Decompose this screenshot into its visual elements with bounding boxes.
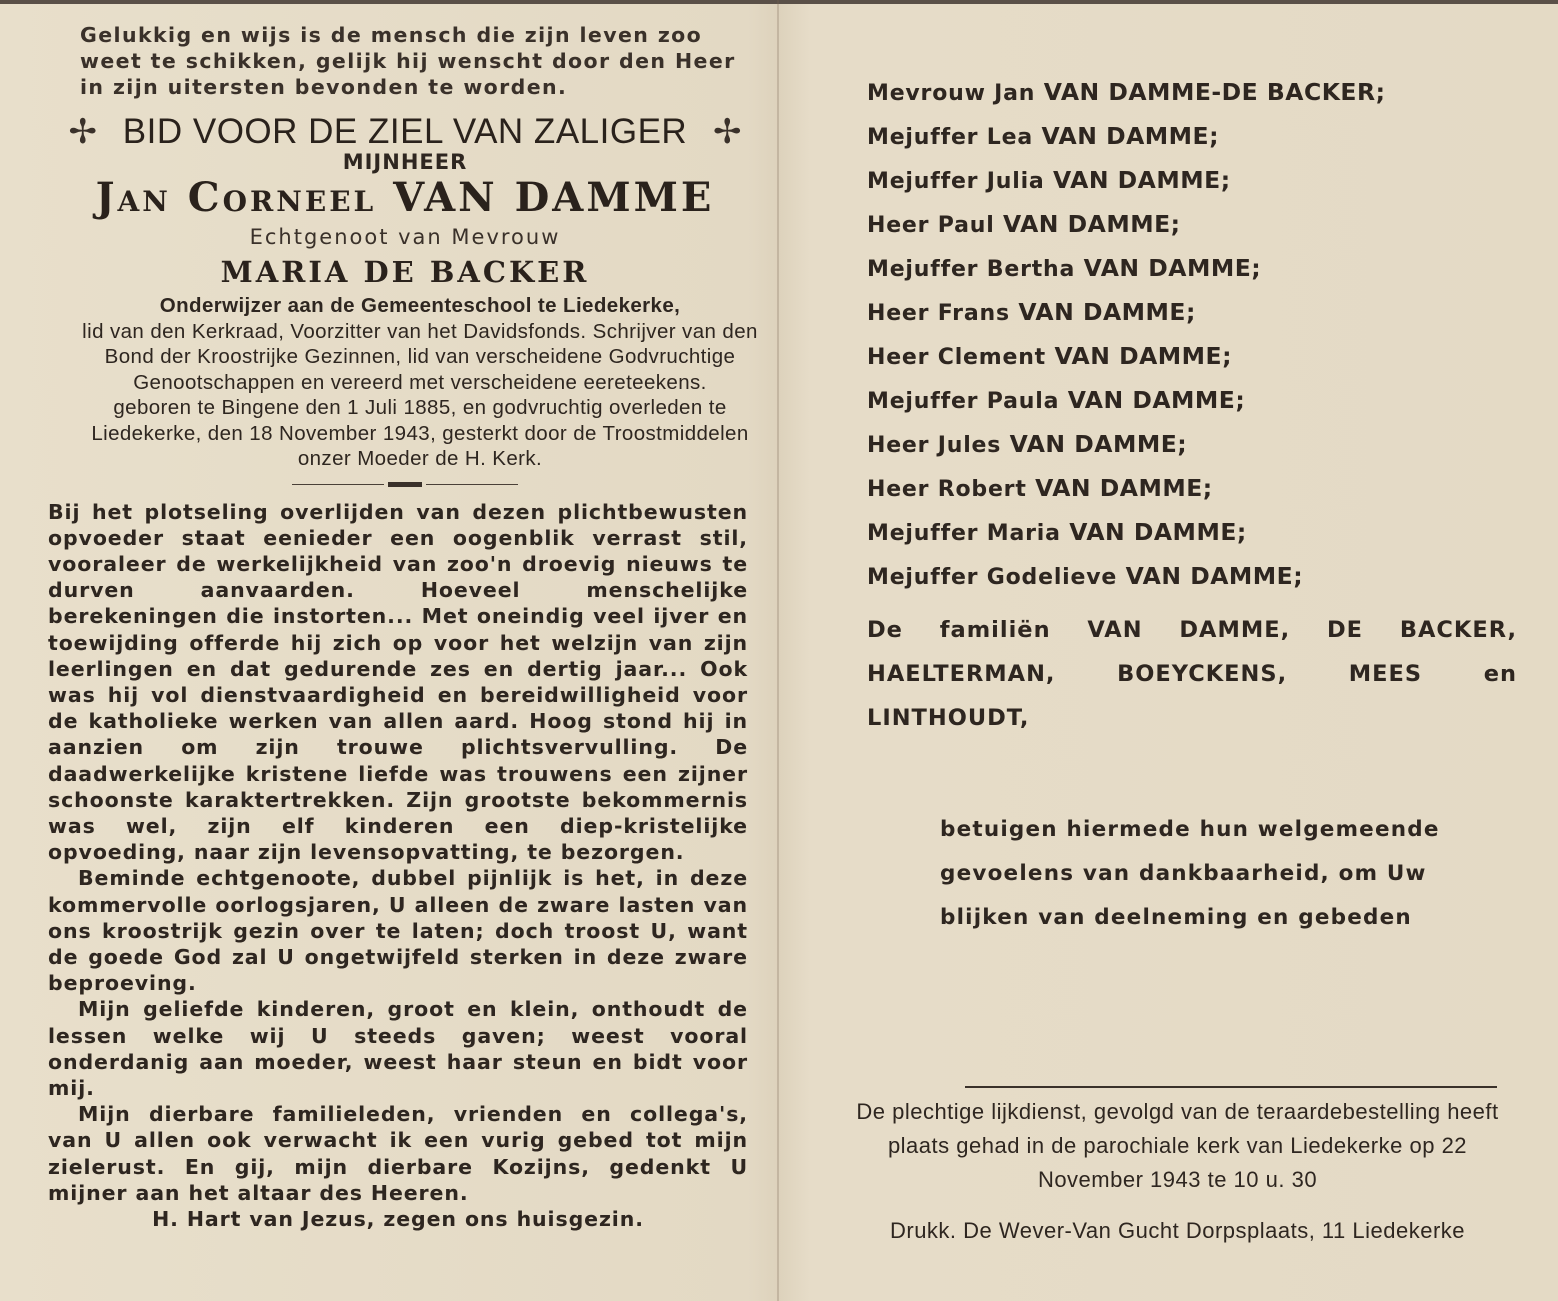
funeral-rule [965, 1086, 1497, 1088]
extended-families: De familiën VAN DAMME, DE BACKER, HAELTERMAN, BOEYCKENS, MEES en LINTHOUDT, [867, 617, 1517, 731]
biography [80, 293, 760, 472]
list-item: Heer Clement VAN DAMME; [867, 342, 1233, 370]
occupation: Onderwijzer aan de Gemeenteschool te Liedekerke, [159, 294, 681, 317]
spouse-intro: Echtgenoot van Mevrouw [249, 225, 561, 249]
left-panel [40, 22, 770, 1232]
center-fold [777, 0, 779, 1301]
printer-credit: Drukk. De Wever-Van Gucht Dorpsplaats, 11 Liedekerke [889, 1218, 1466, 1243]
cross-icon: ✢ [68, 112, 98, 152]
eulogy-paragraph: Bij het plotseling overlijden van dezen plichtbewusten opvoeder staat eenieder een oogenblik verrast stil, vooraleer de werkelijkheid van zoo'n droevig nieuws te durven aanvaarden. Hoeveel menschelijke berekeningen die instorten... Met oneindig veel ijver en toewijding offerde hij zich op voor het welzijn van zijn leerlingen en dat gedurende zes en dertig jaar... Ook was hij vol dienstvaardigheid en bereidwilligheid voor de katholieke werken van allen aard. Hoog stond hij in aanzien om zijn trouwe plichtsvervulling. De daadwerkelijke kristene liefde was trouwens een zijner schoonste karaktertrekken. Zijn grootste bekommernis was wel, zijn elf kinderen een diep-kristelijke opvoeding, naar zijn levensopvatting, te bezorgen. [48, 499, 748, 865]
eulogy [48, 499, 748, 1233]
list-item: Mejuffer Lea VAN DAMME; [867, 122, 1219, 150]
closing-prayer: H. Hart van Jezus, zegen ons huisgezin. [152, 1206, 644, 1231]
list-item: Mejuffer Julia VAN DAMME; [867, 166, 1231, 194]
eulogy-paragraph: Beminde echtgenoote, dubbel pijnlijk is het, in deze kommervolle oorlogsjaren, U alleen de zware lasten van ons kroostrijk gezin over te laten; doch troost U, want de goede God zal U ongetwijfeld sterken in deze zware beproeving. [48, 866, 748, 996]
list-item: Mejuffer Godelieve VAN DAMME; [867, 562, 1304, 590]
birth-death: geboren te Bingene den 1 Juli 1885, en godvruchtig overleden te Liedekerke, den 18 November 1943, gesterkt door de Troostmiddelen onzer Moeder de H. Kerk. [91, 396, 749, 470]
list-item: Mevrouw Jan VAN DAMME-DE BACKER; [867, 78, 1386, 106]
spouse-name: MARIA DE BACKER [220, 255, 590, 289]
deceased-name: Jan Corneel VAN DAMME [95, 174, 715, 221]
opening-quote: Gelukkig en wijs is de mensch die zijn leven zoo weet te schikken, gelijk hij wenscht door den Heer in zijn uitersten bevonden te worden. [80, 23, 736, 99]
list-item: Mejuffer Bertha VAN DAMME; [867, 254, 1262, 282]
list-item: Heer Robert VAN DAMME; [867, 474, 1213, 502]
cross-icon: ✢ [712, 112, 742, 152]
eulogy-paragraph: Mijn geliefde kinderen, groot en klein, onthoudt de lessen welke wij U steeds gaven; weest vooral onderdanig aan moeder, weest haar steun en bidt voor mij. [48, 997, 748, 1100]
list-item: Mejuffer Paula VAN DAMME; [867, 386, 1246, 414]
list-item: Heer Paul VAN DAMME; [867, 210, 1181, 238]
ornament-divider [40, 482, 770, 487]
list-item: Mejuffer Maria VAN DAMME; [867, 518, 1247, 546]
prayer-heading [40, 110, 770, 154]
family-list [855, 70, 1515, 598]
list-item: Heer Frans VAN DAMME; [867, 298, 1196, 326]
thanks-text: betuigen hiermede hun welgemeende gevoelens van dankbaarheid, om Uw blijken van deelneming en gebeden [940, 817, 1440, 930]
right-panel [855, 70, 1515, 940]
prayer-heading-text: BID VOOR DE ZIEL VAN ZALIGER [122, 112, 688, 151]
funeral-notice: De plechtige lijkdienst, gevolgd van de teraardebestelling heeft plaats gehad in de parochiale kerk van Liedekerke op 22 November 1943 te 10 u. 30 [856, 1099, 1499, 1192]
eulogy-paragraph: Mijn dierbare familieleden, vrienden en collega's, van U allen ook verwacht ik een vurig gebed tot mijn zielerust. En gij, mijn dierbare Kozijns, gedenkt U mijner aan het altaar des Heeren. [48, 1102, 748, 1205]
honorific: MIJNHEER [342, 150, 468, 174]
memberships: lid van den Kerkraad, Voorzitter van het Davidsfonds. Schrijver van den Bond der Kroostrijke Gezinnen, lid van verscheidene Godvruchtige Genootschappen en vereerd met verscheidene eereteekens. [82, 319, 758, 394]
top-edge [0, 0, 1558, 4]
list-item: Heer Jules VAN DAMME; [867, 430, 1188, 458]
